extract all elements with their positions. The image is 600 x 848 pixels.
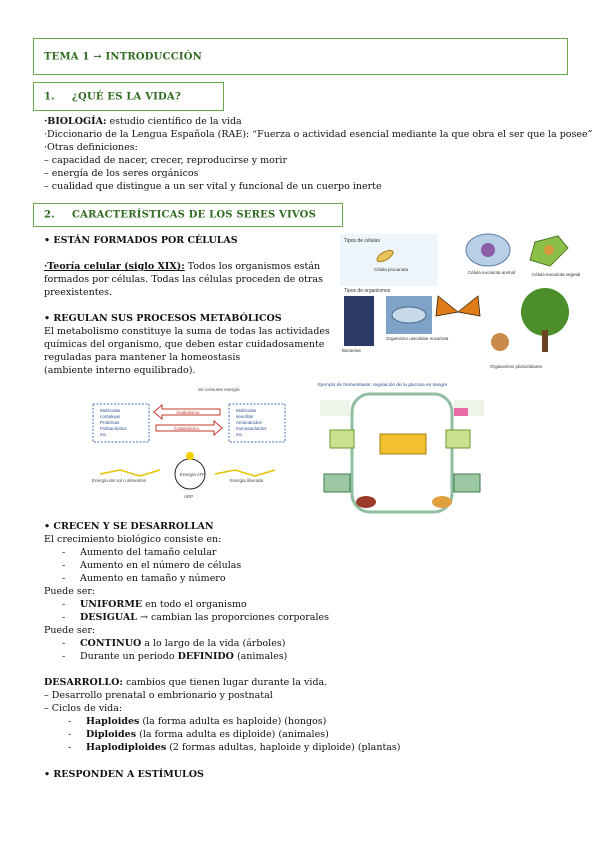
teoria-line-3: preexistentes.: [44, 287, 113, 298]
fig-title-cells: Tipos de células: [344, 238, 380, 244]
dash-bullet: -: [62, 560, 66, 571]
tree-trunk: [542, 330, 548, 352]
definido-label: DEFINIDO: [177, 651, 234, 662]
anabolism-label: Anabolismo: [176, 410, 200, 415]
section-2-title: CARACTERÍSTICAS DE LOS SERES VIVOS: [72, 209, 317, 221]
desarrollo-text: cambios que tienen lugar durante la vida.: [122, 677, 328, 688]
liver-illustration: [356, 496, 376, 508]
page-title: TEMA 1 → INTRODUCCIÓN: [44, 51, 202, 62]
animal-cell-nucleus: [481, 243, 495, 257]
fig-label: Organismos pluricelulares: [490, 364, 543, 369]
section-2-number: 2.: [44, 209, 55, 221]
teoria-line-2: formados por células. Todas las células proceden de otras: [44, 274, 323, 285]
homeostasis-diagram: [314, 378, 494, 526]
simple-box-line: Moléculas: [236, 408, 257, 413]
uniforme-text: en todo el organismo: [142, 599, 247, 610]
section-2-box: [33, 203, 343, 227]
fig-label: Célula procariota: [374, 267, 409, 272]
ciclo-label: Haplodiploides: [86, 742, 167, 753]
desarrollo-label: DESARROLLO:: [44, 677, 123, 688]
dash-bullet: -: [62, 547, 66, 558]
otras-line: ·Otras definiciones:: [44, 142, 138, 153]
desigual-text: → cambian las proporciones corporales: [136, 612, 329, 623]
pancreas-illustration: [432, 496, 452, 508]
complex-box-line: Polisacáridos: [100, 426, 127, 431]
ciclo-text: (la forma adulta es haploide) (hongos): [139, 716, 327, 727]
energy-released-label: Energía liberada: [230, 478, 264, 483]
definido-line: [80, 651, 287, 663]
uniforme-label: UNIFORME: [80, 599, 143, 610]
tree-illustration: [521, 288, 569, 336]
dash-bullet: -: [68, 716, 72, 727]
released-energy-wave: [215, 470, 275, 476]
catabolism-label: Catabolismo: [174, 426, 200, 431]
ciclo-line: [86, 742, 401, 754]
ciclo-line: [86, 716, 326, 728]
dash-bullet: -: [62, 599, 66, 610]
continuo-text: a lo largo de la vida (árboles): [141, 638, 286, 649]
teoria-label: ·Teoría celular (siglo XIX):: [44, 261, 185, 272]
def-item: – capacidad de nacer, crecer, reproducirse y morir: [44, 155, 288, 166]
cells-box: [454, 474, 480, 492]
dash-bullet: -: [62, 651, 66, 662]
energy-source-label: Energía del sol o alimentos: [92, 478, 147, 483]
sun-icon: [186, 452, 194, 460]
metabolism-heading: • REGULAN SUS PROCESOS METABÓLICOS: [44, 313, 282, 324]
dash-bullet: -: [68, 742, 72, 753]
fig-label: Organismo unicelular eucariota: [386, 336, 449, 341]
title-box: [33, 38, 568, 75]
desarrollo-line: [44, 677, 327, 689]
section-1-box: [33, 82, 224, 111]
growth-intro: El crecimiento biológico consiste en:: [44, 534, 222, 545]
fig-label: Célula eucariota animal: [468, 270, 516, 275]
biologia-label: ·BIOLOGÍA:: [44, 116, 107, 127]
fig-label: Bacterias: [342, 348, 361, 353]
glucose-level-box: [380, 434, 426, 454]
rae-line: ·Diccionario de la Lengua Española (RAE): “Fuerza o actividad esencial mediante la que obra el ser que la posee”: [44, 129, 593, 140]
metabolism-diagram: [90, 382, 312, 500]
growth-item: Aumento en el número de células: [80, 560, 242, 571]
desigual-line: [80, 612, 329, 624]
desarrollo-item: – Ciclos de vida:: [44, 703, 123, 714]
growth-item: Aumento del tamaño celular: [80, 547, 217, 558]
fig-label: Célula eucariota vegetal: [532, 272, 581, 277]
atp-label: Energía ATP: [180, 472, 206, 477]
ciclo-label: Diploides: [86, 729, 137, 740]
dash-bullet: -: [68, 729, 72, 740]
bacteria-image: [344, 296, 374, 346]
energy-consumed-label: Se consume energía: [198, 387, 240, 392]
section-1-number: 1.: [44, 91, 55, 102]
stimuli-heading: • RESPONDEN A ESTÍMULOS: [44, 769, 204, 780]
metabolism-line: químicas del organismo, que deben estar cuidadosamente: [44, 339, 325, 350]
liver-box: [324, 474, 350, 492]
cells-organisms-figure: [340, 234, 581, 374]
simple-box-line: etc.: [236, 432, 244, 437]
dash-bullet: -: [62, 573, 66, 584]
puede-ser-1: Puede ser:: [44, 586, 96, 597]
teoria-line-1: [44, 261, 320, 273]
pancreas-box: [446, 430, 470, 448]
simple-box-line: Aminoácidos: [236, 420, 262, 425]
complex-box-line: Proteínas: [100, 420, 120, 425]
butterfly-illustration: [436, 296, 480, 316]
simple-box-line: monosacáridos: [236, 426, 267, 431]
uniforme-line: [80, 599, 247, 611]
biologia-line: [44, 116, 242, 128]
metabolism-line: reguladas para mantener la homeostasis: [44, 352, 241, 363]
complex-box-line: complejas: [100, 414, 121, 419]
homeostasis-title: Ejemplo de homeostasis: regulación de la glucosa en sangre: [318, 383, 448, 388]
ciclo-text: (2 formas adultas, haploide y diploide) (plantas): [166, 742, 401, 753]
simple-box-line: sencillas: [236, 414, 254, 419]
def-item: – cualidad que distingue a un ser vital y funcional de un cuerpo inerte: [44, 181, 382, 192]
def-item: – energía de los seres orgánicos: [44, 168, 199, 179]
complex-box-line: etc.: [100, 432, 108, 437]
dash-bullet: -: [62, 612, 66, 623]
diagram-note: [320, 400, 350, 416]
growth-item: Aumento en tamaño y número: [80, 573, 226, 584]
metabolism-line: (ambiente interno equilibrado).: [44, 365, 196, 376]
growth-heading: • CRECEN Y SE DESARROLLAN: [44, 521, 214, 532]
section-1-heading: [44, 91, 181, 102]
pancreas-box: [330, 430, 354, 448]
section-2-heading: [44, 210, 316, 221]
fig-title-organisms: Tipos de organismos: [344, 288, 391, 294]
puede-ser-2: Puede ser:: [44, 625, 96, 636]
section-1-title: ¿QUÉ ES LA VIDA?: [72, 91, 181, 102]
sun-energy-wave: [100, 470, 160, 476]
ciclo-text: (la forma adulta es diploide) (animales): [136, 729, 329, 740]
continuo-line: [80, 638, 285, 650]
definido-text: (animales): [233, 651, 288, 662]
cells-heading: • ESTÁN FORMADOS POR CÉLULAS: [44, 235, 238, 246]
paramecium-illustration: [392, 307, 426, 323]
mushroom-illustration: [491, 333, 509, 351]
plant-cell-nucleus: [544, 245, 554, 255]
body-cells-icon: [454, 408, 468, 416]
desarrollo-item: – Desarrollo prenatal o embrionario y postnatal: [44, 690, 273, 701]
definido-pre: Durante un periodo: [80, 651, 178, 662]
dash-bullet: -: [62, 638, 66, 649]
adp-label: ADP: [184, 494, 194, 499]
complex-box-line: Moléculas: [100, 408, 121, 413]
ciclo-label: Haploides: [86, 716, 140, 727]
ciclo-line: [86, 729, 329, 741]
metabolism-line: El metabolismo constituye la suma de todas las actividades: [44, 326, 330, 337]
desigual-label: DESIGUAL: [80, 612, 137, 623]
teoria-text: Todos los organismos están: [184, 261, 321, 272]
biologia-text: estudio científico de la vida: [106, 116, 242, 127]
continuo-label: CONTINUO: [80, 638, 142, 649]
